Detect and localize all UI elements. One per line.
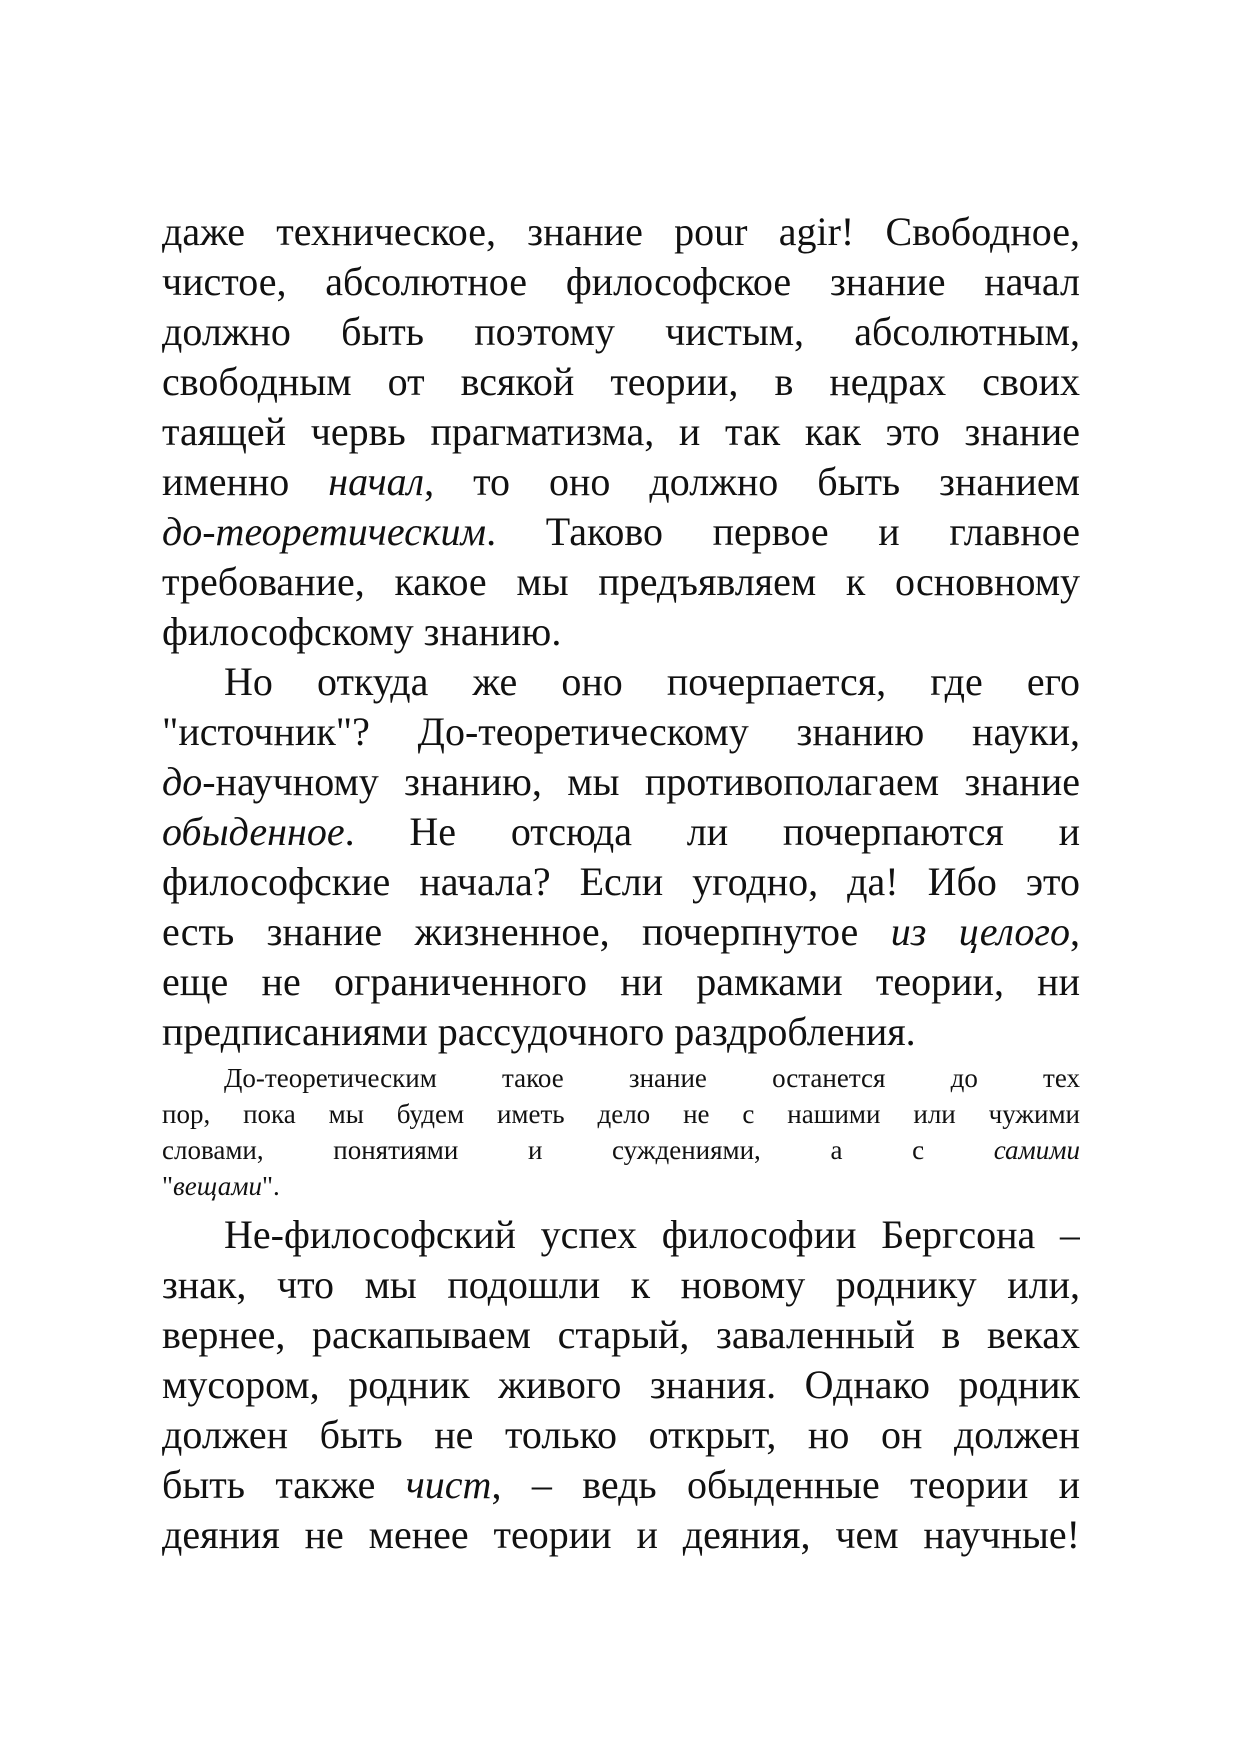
text-segment: еще не ограниченного ни рамками теории, ни [162,959,1080,1004]
text-line [162,407,1080,457]
text-segment: , [1070,909,1080,954]
text-segment: должно быть поэтому чистым, абсолютным, [162,309,1080,354]
text-line [162,807,1080,857]
text-line [162,607,1080,657]
text-line [162,457,1080,507]
text-segment: " [162,1171,174,1201]
text-line [162,357,1080,407]
text-line [162,957,1080,1007]
text-segment: таящей червь прагматизма, и так как это знание [162,409,1080,454]
text-line [162,307,1080,357]
text-segment: мусором, родник живого знания. Однако родник [162,1362,1080,1407]
text-line [162,757,1080,807]
text-segment: пор, пока мы будем иметь дело не с нашими или чужими [162,1099,1080,1129]
text-line [162,1168,1080,1204]
text-line [162,507,1080,557]
text-line [162,1132,1080,1168]
italic-text-segment: из целого [890,909,1070,954]
body-paragraph [162,657,1080,1057]
body-paragraph [162,207,1080,657]
text-segment: , то оно должно быть знанием [424,459,1080,504]
italic-text-segment: начал [328,459,425,504]
text-segment: предписаниями рассудочного раздробления. [162,1009,916,1054]
text-line [162,1096,1080,1132]
italic-text-segment: обыденное [162,809,345,854]
text-line [162,1410,1080,1460]
italic-text-segment: чист [405,1462,492,1507]
text-segment: ". [262,1171,280,1201]
text-segment: философскому знанию. [162,609,562,654]
text-segment: должен быть не только открыт, но он должен [162,1412,1080,1457]
text-line [162,1510,1080,1560]
text-segment: вернее, раскапываем старый, заваленный в веках [162,1312,1080,1357]
text-segment: . Не отсюда ли почерпаются и [344,809,1080,854]
text-line [162,1007,1080,1057]
text-segment: чистое, абсолютное философское знание начал [162,259,1080,304]
text-segment: "источник"? До-теоретическому знанию науки, [162,709,1080,754]
text-segment: До-теоретическим такое знание останется до тех [224,1063,1080,1093]
body-paragraph [162,1210,1080,1560]
text-segment: словами, понятиями и суждениями, а с [162,1135,994,1165]
italic-text-segment: самими [993,1135,1080,1165]
text-line [162,1060,1080,1096]
text-segment: , – ведь обыденные теории и [491,1462,1080,1507]
text-segment: Не-философский успех философии Бергсона – [224,1212,1080,1257]
text-segment: даже техническое, знание pour agir! Свободное, [162,209,1080,254]
text-segment: деяния не менее теории и деяния, чем научные! [162,1512,1080,1557]
text-line [162,1460,1080,1510]
text-line [162,1310,1080,1360]
italic-text-segment: до-теоретическим [162,509,487,554]
text-line [162,907,1080,957]
text-segment: быть также [162,1462,406,1507]
document-page [162,207,1080,1560]
text-line [162,707,1080,757]
text-segment: свободным от всякой теории, в недрах своих [162,359,1080,404]
text-segment: -научному знанию, мы противополагаем знание [202,759,1080,804]
italic-text-segment: до [162,759,203,804]
text-line [162,1210,1080,1260]
text-segment: именно [162,459,329,504]
text-segment: философские начала? Если угодно, да! Ибо это [162,859,1080,904]
text-segment: есть знание жизненное, почерпнутое [162,909,891,954]
text-line [162,257,1080,307]
text-line [162,657,1080,707]
text-segment: . Таково первое и главное [486,509,1080,554]
text-segment: Но откуда же оно почерпается, где его [224,659,1080,704]
text-segment: знак, что мы подошли к новому роднику или, [162,1262,1080,1307]
text-segment: требование, какое мы предъявляем к основному [162,559,1080,604]
text-line [162,207,1080,257]
text-line [162,557,1080,607]
footnote-paragraph [162,1060,1080,1204]
text-line [162,1260,1080,1310]
italic-text-segment: вещами [173,1171,263,1201]
text-line [162,857,1080,907]
text-line [162,1360,1080,1410]
